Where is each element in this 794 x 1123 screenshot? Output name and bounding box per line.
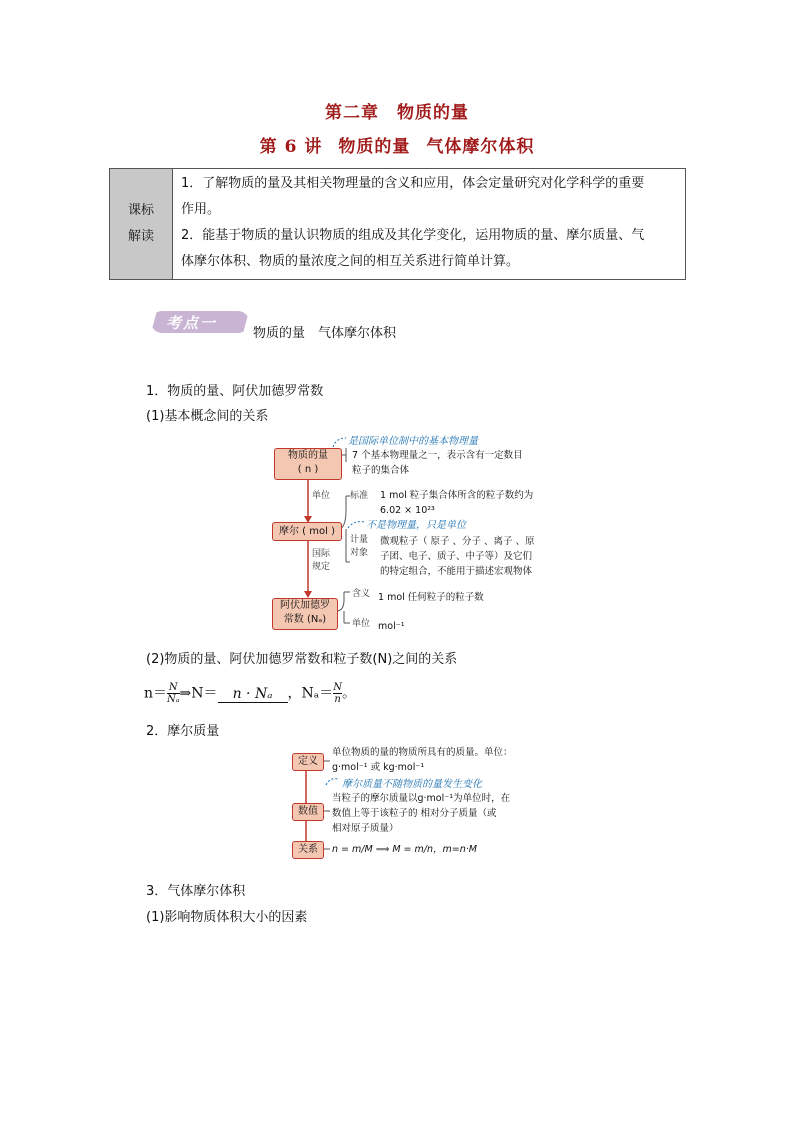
standard-label-line1: 课标 [127, 203, 154, 218]
handwritten-note-not-quantity: 不是物理量，只是单位 [366, 520, 466, 531]
topic-title: 物质的量 气体摩尔体积 [253, 326, 397, 341]
value-description-line3: 相对原子质量） [332, 823, 399, 834]
handwritten-note-molar-mass: 摩尔质量不随物质的量发生变化 [342, 779, 482, 790]
amount-box-line2: ( n ) [297, 464, 319, 475]
relation-description: n = m/M ⟹ M = m/n，m=n·M [332, 844, 477, 855]
object-description [380, 534, 535, 579]
relation-box: 关系 [292, 841, 324, 859]
molar-mass-diagram [290, 745, 550, 865]
value-description [332, 791, 510, 836]
formula-arrow: ⇒N＝ [179, 685, 218, 702]
standard-item2-line1: 2．能基于物质的量认识物质的组成及其化学变化，运用物质的量、摩尔质量、气 [181, 228, 645, 243]
object-label-line1: 计量 [350, 535, 369, 545]
fraction1-denominator: Nₐ [167, 694, 180, 705]
formula-fraction2 [333, 682, 342, 705]
section-1-1-heading: (1)基本概念间的关系 [146, 409, 269, 424]
meaning-label: 含义 [352, 589, 371, 599]
standard-label-line2: 解读 [127, 229, 154, 244]
amount-description [352, 448, 523, 478]
concept-diagram [268, 430, 558, 640]
amount-of-substance-box [274, 448, 342, 480]
unit2-label: 单位 [352, 619, 371, 629]
handwritten-note-base-quantity: 是国际单位制中的基本物理量 [348, 436, 478, 447]
amount-description-line1: 7 个基本物理量之一，表示含有一定数目 [352, 450, 523, 461]
object-description-line3: 的特定组合，不能用于描述宏观物体 [380, 566, 533, 577]
mole-box: 摩尔 ( mol ) [272, 522, 342, 541]
international-label-line1: 国际 [312, 549, 331, 559]
amount-description-line2: 粒子的集合体 [352, 465, 410, 476]
definition-description [332, 745, 513, 775]
unit2-description: mol⁻¹ [378, 621, 405, 632]
lecture-number: 第 6 讲 [259, 137, 323, 157]
value-description-line2: 数值上等于该粒子的 相对分子质量（或 [332, 808, 497, 819]
object-description-line1: 微观粒子（ 原子 、分子 、离子 、原 [380, 536, 535, 547]
standard-content [173, 169, 685, 279]
avogadro-box-line1: 阿伏加德罗 [280, 600, 330, 611]
standard-description-line1: 1 mol 粒子集合体所含的粒子数约为 [380, 490, 534, 501]
lecture-title-part-a: 物质的量 [338, 137, 411, 157]
standard-item1-line1: 1．了解物质的量及其相关物理量的含义和应用，体会定量研究对化学科学的重要 [181, 176, 645, 191]
standard-label-diagram: 标准 [350, 491, 369, 501]
international-label-line2: 规定 [312, 562, 331, 572]
amount-box-line1: 物质的量 [288, 450, 328, 461]
standard-description [380, 488, 533, 518]
fraction2-denominator: n [334, 694, 341, 705]
chapter-title: 第二章 物质的量 [325, 103, 469, 123]
object-description-line2: 子团、电子、质子、中子等）及它们 [380, 551, 533, 562]
value-description-line1: 当粒子的摩尔质量以g·mol⁻¹为单位时，在 [332, 793, 511, 804]
standard-description-line2: 6.02 × 10²³ [380, 505, 435, 516]
topic-badge-label: 考点一 [166, 314, 218, 332]
definition-box: 定义 [292, 753, 324, 771]
formula-end: 。 [341, 685, 356, 702]
section-1-heading: 1．物质的量、阿伏加德罗常数 [146, 384, 324, 399]
formula-comma: ，Nₐ＝ [287, 685, 334, 702]
definition-description-line1: 单位物质的量的物质所具有的质量。单位： [332, 747, 513, 758]
curriculum-standard-table [109, 168, 686, 280]
section-2-heading: 2．摩尔质量 [146, 724, 220, 739]
unit-label: 单位 [312, 491, 331, 501]
section-3-1-heading: (1)影响物质体积大小的因素 [146, 910, 308, 925]
lecture-title [0, 132, 794, 157]
meaning-description: 1 mol 任何粒子的粒子数 [378, 592, 484, 603]
international-label [312, 548, 330, 574]
value-box: 数值 [292, 803, 324, 821]
section-1-2-heading: (2)物质的量、阿伏加德罗常数和粒子数(N)之间的关系 [146, 652, 458, 667]
fraction1-numerator: N [168, 682, 178, 693]
avogadro-box-line2: 常数 (Nₐ) [283, 614, 327, 625]
formula-lhs: n＝ [144, 685, 168, 702]
definition-description-line2: g·mol⁻¹ 或 kg·mol⁻¹ [332, 762, 425, 773]
formula-fraction1 [167, 682, 180, 705]
fraction2-numerator: N [333, 682, 342, 693]
object-label-line2: 对象 [350, 548, 369, 558]
object-label [350, 534, 368, 560]
standard-label [110, 169, 173, 279]
relation-formula [144, 682, 356, 705]
formula-blank: n · Nₐ [218, 686, 288, 703]
lecture-title-part-b: 气体摩尔体积 [426, 137, 535, 157]
standard-item1-line2: 作用。 [181, 202, 221, 217]
avogadro-constant-box [272, 598, 338, 630]
section-3-heading: 3．气体摩尔体积 [146, 884, 246, 899]
standard-item2-line2: 体摩尔体积、物质的量浓度之间的相互关系进行简单计算。 [181, 254, 520, 269]
